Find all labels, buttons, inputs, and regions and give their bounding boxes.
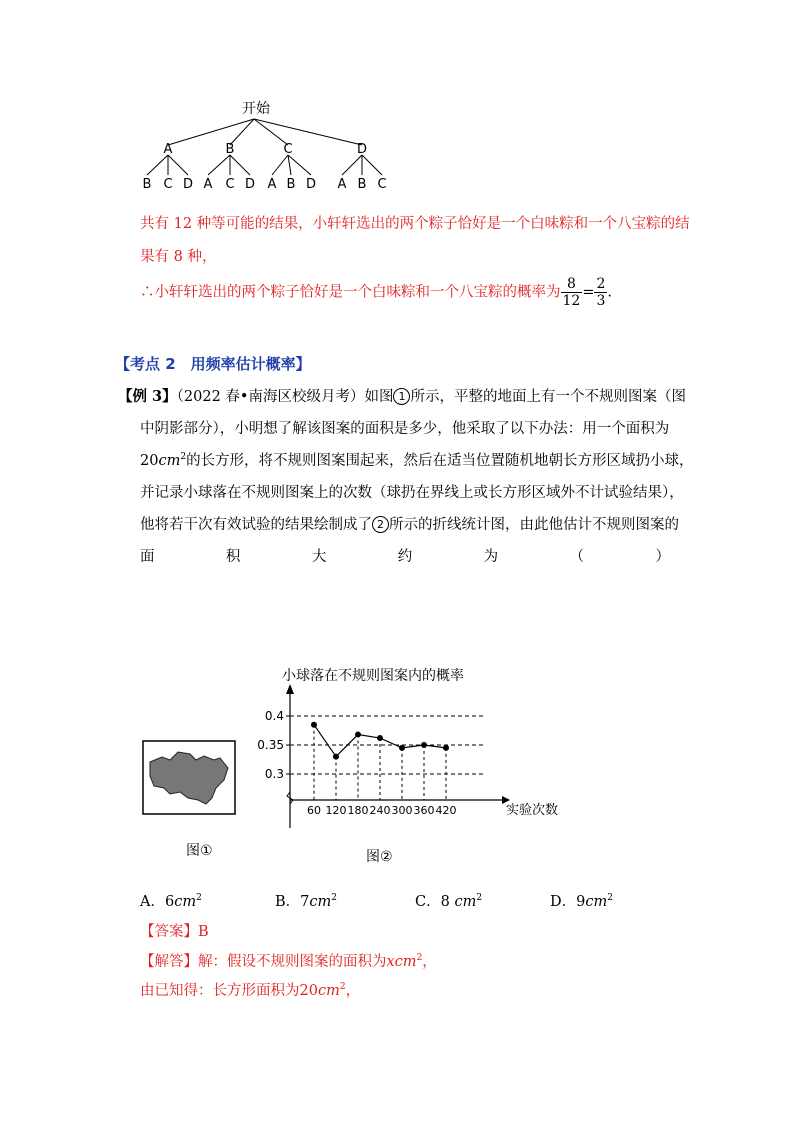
option-label: C．: [415, 894, 441, 910]
circled-number-2: 2: [372, 516, 389, 533]
example-text-3: 的长方形，将不规则图案围起来，然后在适当位置随机地朝长方形区域扔小球，: [186, 453, 694, 469]
data-point: [311, 722, 317, 728]
tree-leaf: D: [305, 177, 317, 192]
x-tick-label: 300: [391, 804, 413, 817]
y-tick-label: 0.35: [257, 738, 284, 752]
example-text-5a: 他将若干次有效试验的结果绘制成了: [140, 517, 372, 533]
example-text-5b: 所示的折线统计图，由此他估计不规则图案的: [389, 517, 679, 533]
char: 面: [140, 549, 155, 565]
frac-num: 2: [596, 276, 606, 292]
option-b[interactable]: [275, 890, 337, 911]
solution-line-3-text: ∴小轩轩选出的两个粽子恰好是一个白味粽和一个八宝粽的概率为: [140, 284, 561, 301]
option-unit: cm: [585, 894, 608, 910]
option-sup: 2: [331, 893, 337, 904]
line-chart: [257, 660, 582, 840]
y-tick-label: 0.4: [264, 709, 284, 723]
data-point: [421, 742, 427, 748]
option-a[interactable]: [140, 890, 202, 911]
explain-end: ，: [422, 954, 437, 970]
figure-1-caption: 图①: [186, 843, 213, 859]
x-tick-label: 240: [369, 804, 391, 817]
char: 为: [483, 549, 499, 565]
char: 约: [397, 549, 413, 565]
tree-node-a: A: [163, 142, 173, 157]
area-value: 20: [140, 453, 159, 469]
char: 积: [225, 549, 241, 565]
area-unit: cm: [158, 453, 181, 469]
option-value: 7: [300, 894, 310, 910]
example-line-1: [118, 385, 686, 406]
option-d[interactable]: [550, 890, 613, 911]
figure-1-shape: [142, 740, 237, 815]
tree-diagram: [130, 95, 410, 195]
example-line-5: [140, 513, 679, 534]
explain-line-2: [140, 979, 360, 1000]
answer-value: B: [198, 924, 209, 940]
close-paren: ）: [655, 549, 670, 565]
tree-node-c: C: [283, 142, 293, 157]
explain-sup: 2: [339, 982, 346, 993]
option-c[interactable]: [415, 890, 482, 911]
explain-text-2: 由已知得：长方形面积为: [140, 983, 300, 999]
example-line-6: [140, 545, 670, 566]
tree-leaf: C: [377, 177, 387, 192]
circled-number-1: 1: [393, 388, 410, 405]
data-point: [355, 732, 361, 738]
solution-line-2: 果有 8 种，: [140, 249, 217, 265]
tree-root: 开始: [242, 101, 270, 117]
tree-leaf: A: [203, 177, 213, 192]
option-sup: 2: [196, 893, 202, 904]
fraction-2-3: [594, 276, 607, 309]
tree-leaf: C: [163, 177, 173, 192]
figure-2-caption: 图②: [366, 849, 393, 865]
x-tick-label: 120: [325, 804, 347, 817]
answer-label: 【答案】: [140, 924, 198, 940]
option-value: 6: [164, 894, 175, 910]
answer-line: [140, 920, 209, 941]
option-sup: 2: [607, 893, 613, 904]
option-unit: cm: [174, 894, 197, 910]
option-value: 8: [440, 894, 455, 910]
explain-line-1: [140, 950, 437, 971]
data-point: [443, 745, 449, 751]
solution-line-3: [140, 276, 612, 309]
section-heading: 【考点 2 用频率估计概率】: [115, 355, 311, 373]
example-line-4: 并记录小球落在不规则图案上的次数（球扔在界线上或长方形区域外不计试验结果），: [140, 485, 684, 501]
x-tick-label: 60: [307, 804, 321, 817]
explain-val: 20: [299, 983, 318, 999]
tree-leaf: B: [142, 177, 152, 192]
explain-end: ，: [345, 983, 361, 999]
option-unit: cm: [309, 894, 332, 910]
explain-label: 【解答】: [140, 954, 198, 970]
option-unit: cm: [454, 894, 477, 910]
solution-line-1: 共有 12 种等可能的结果，小轩轩选出的两个粽子恰好是一个白味粽和一个八宝粽的结: [140, 216, 690, 232]
x-axis-label: 实验次数: [506, 803, 559, 818]
frac-den: 3: [596, 293, 606, 309]
equals-sign: =: [582, 284, 595, 301]
tree-leaf: C: [225, 177, 235, 192]
option-label: A．: [140, 894, 165, 910]
option-label: D．: [550, 894, 577, 910]
explain-var: xcm: [386, 954, 417, 970]
option-sup: 2: [476, 893, 483, 904]
example-line-3: [140, 449, 694, 470]
explain-text-1: 解：假设不规则图案的面积为: [198, 954, 387, 970]
chart-title: 小球落在不规则图案内的概率: [282, 668, 464, 684]
frac-num: 8: [561, 276, 583, 293]
example-text-1b: 所示，平整的地面上有一个不规则图案（图: [410, 389, 686, 405]
explain-unit: cm: [317, 983, 340, 999]
x-tick-label: 360: [413, 804, 435, 817]
example-line-2: 中阴影部分），小明想了解该图案的面积是多少，他采取了以下办法：用一个面积为: [140, 421, 670, 437]
area-sup: 2: [180, 452, 187, 463]
example-label: 【例 3】: [118, 388, 177, 405]
option-value: 9: [576, 894, 586, 910]
char: 大: [311, 549, 327, 565]
x-tick-label: 420: [435, 804, 457, 817]
data-point: [377, 735, 383, 741]
y-axis-arrow: [286, 684, 294, 694]
tree-node-d: D: [356, 142, 368, 157]
y-tick-label: 0.3: [264, 767, 284, 781]
example-text-1a: （2022 春•南海区校级月考）如图: [176, 389, 394, 405]
fraction-8-12: [561, 276, 583, 309]
explain-sup: 2: [416, 953, 423, 964]
data-point: [333, 754, 339, 760]
frac-den: 12: [562, 293, 581, 309]
tree-node-b: B: [225, 142, 235, 157]
tree-leaf: B: [286, 177, 296, 192]
tree-leaf: B: [357, 177, 367, 192]
option-label: B．: [275, 894, 301, 910]
tree-leaf: A: [337, 177, 347, 192]
x-tick-label: 180: [347, 804, 369, 817]
tree-leaf: D: [182, 177, 194, 192]
open-paren: （: [569, 549, 585, 565]
period: .: [607, 284, 613, 301]
tree-leaf: A: [267, 177, 277, 192]
data-point: [399, 745, 405, 751]
tree-leaf: D: [244, 177, 256, 192]
